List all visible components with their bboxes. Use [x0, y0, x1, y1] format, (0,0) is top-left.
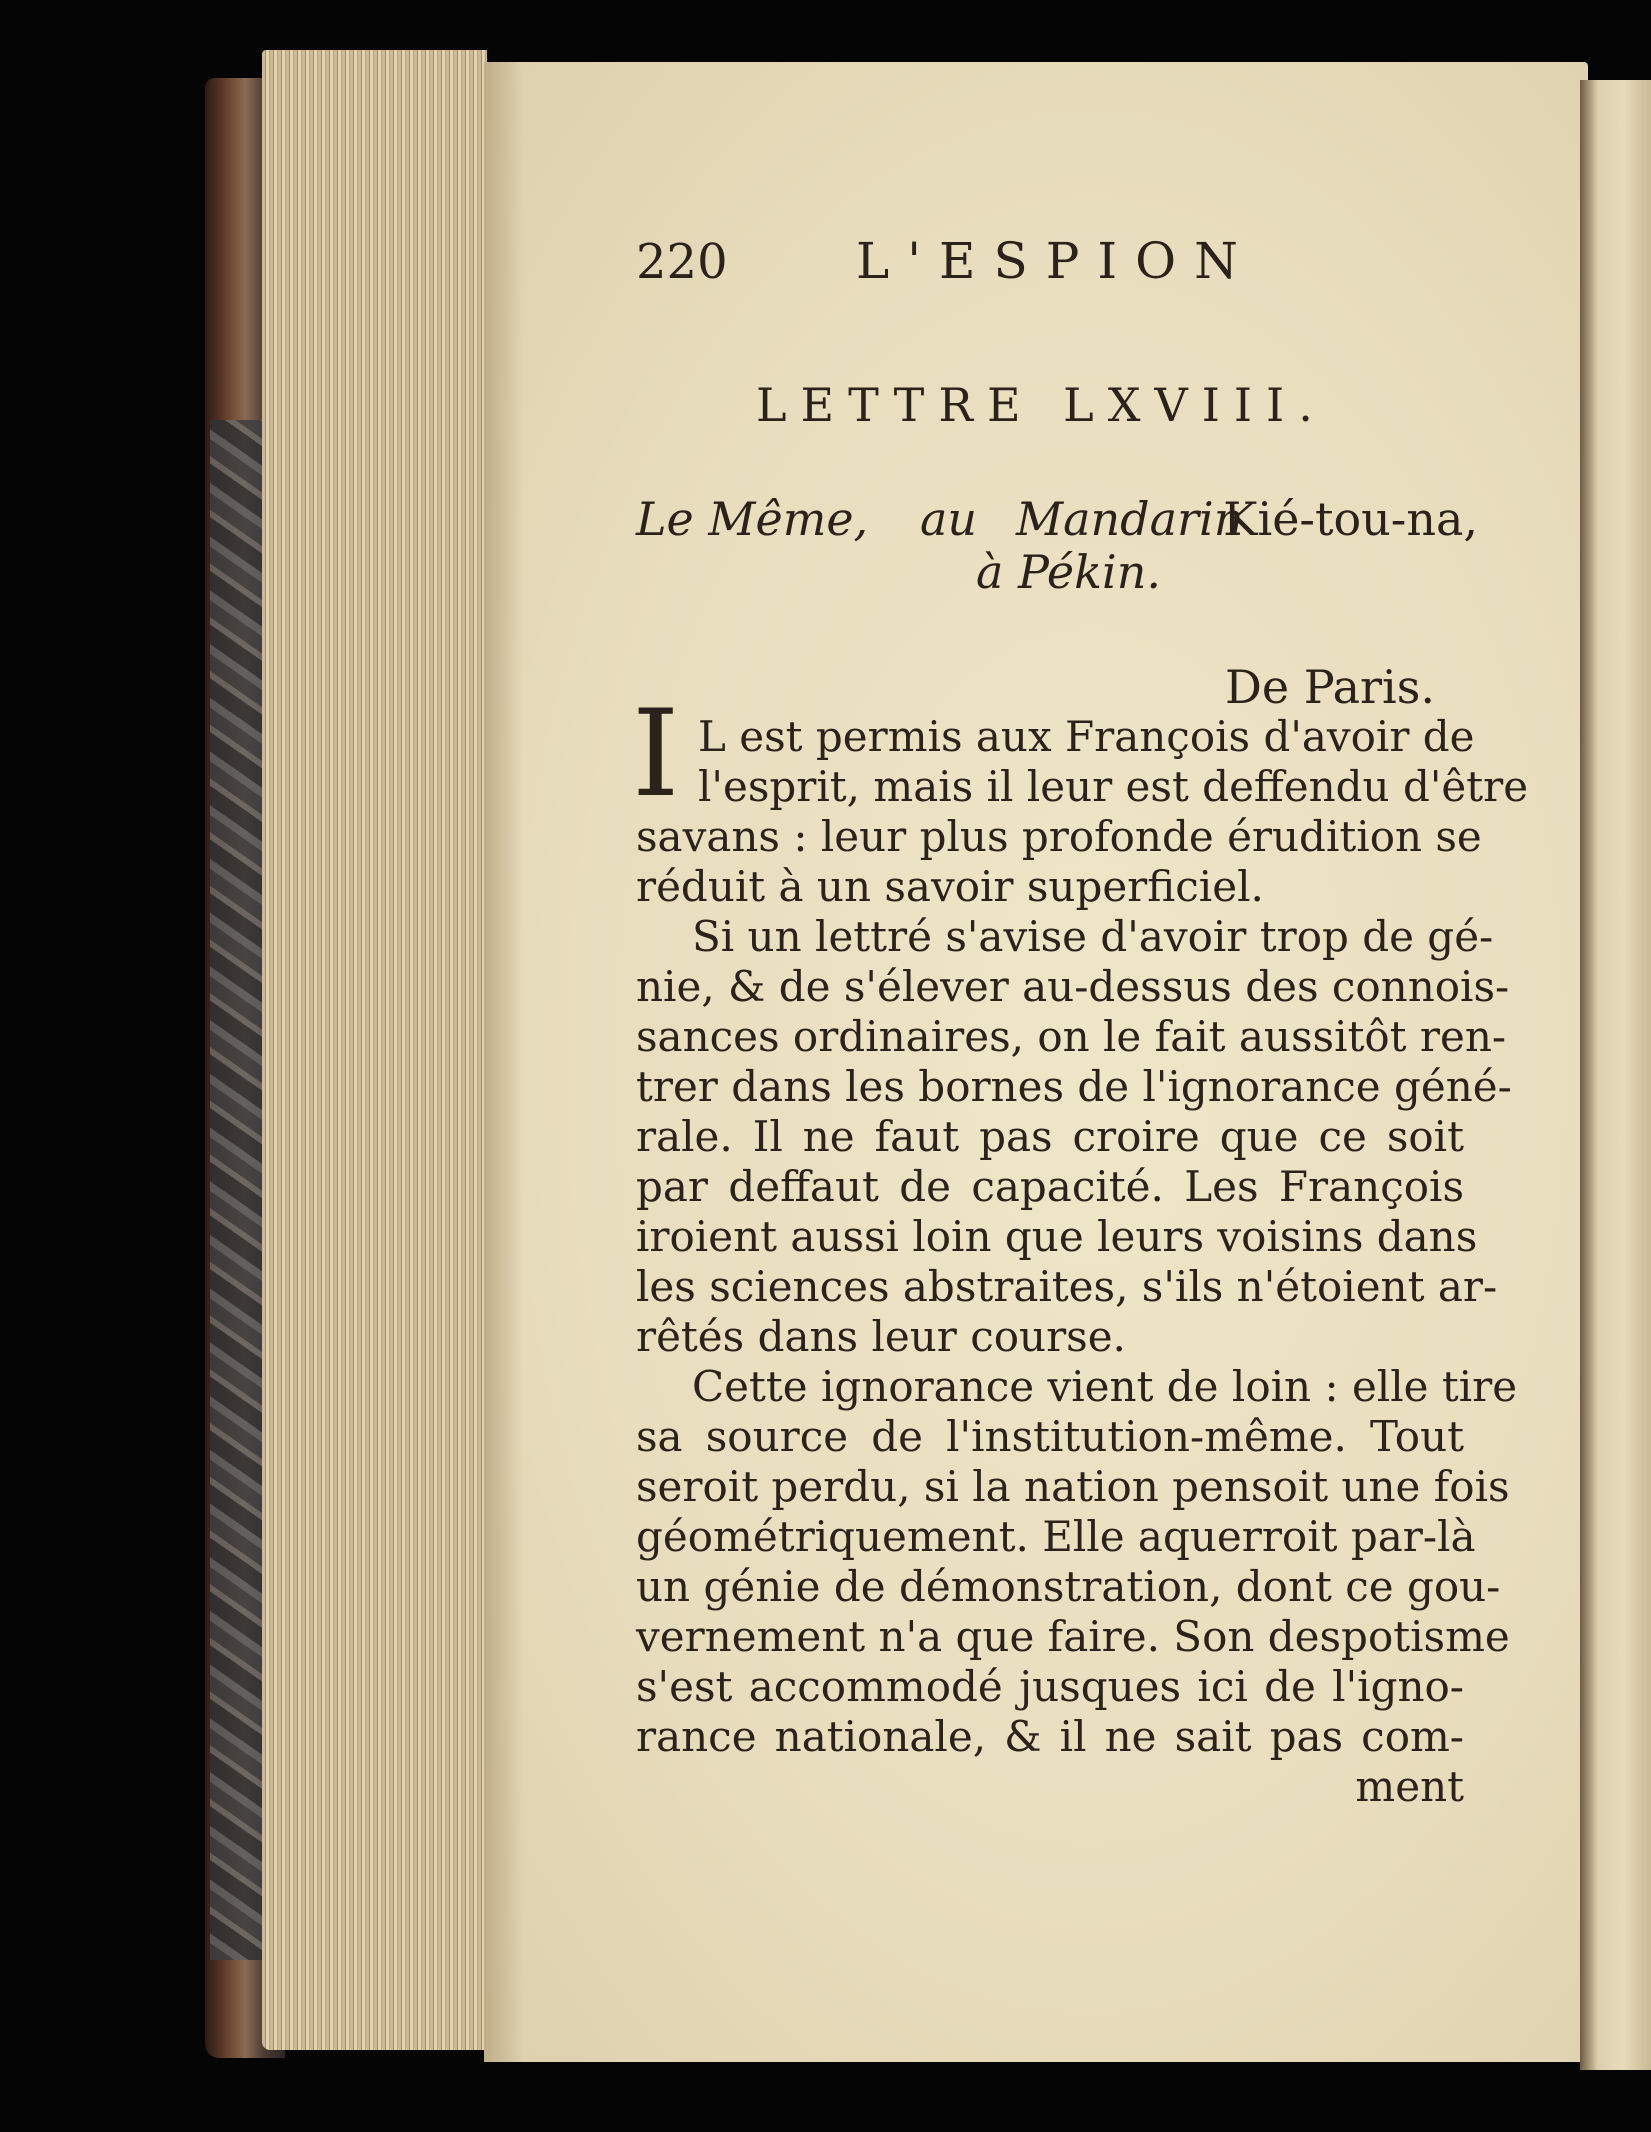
- text-line: Cette ignorance vient de loin : elle tire: [692, 1362, 1518, 1411]
- text-line: réduit à un savoir superficiel.: [636, 862, 1264, 911]
- text-line: s'est accommodé jusques ici de l'igno-: [636, 1662, 1464, 1711]
- text-line: seroit perdu, si la nation pensoit une fois: [636, 1462, 1510, 1511]
- text-line: l'esprit, mais il leur est deffendu d'être: [698, 762, 1529, 811]
- text-line: rêtés dans leur course.: [636, 1312, 1126, 1361]
- drop-cap: I: [632, 685, 680, 824]
- text-line: rance nationale, & il ne sait pas com-: [636, 1712, 1464, 1761]
- letter-place: De Paris.: [1225, 660, 1435, 714]
- body-text: [636, 712, 1529, 1812]
- text-line: par deffaut de capacité. Les François: [636, 1162, 1464, 1211]
- address-city: à Pékin.: [976, 545, 1161, 599]
- catchword: ment: [1355, 1762, 1464, 1811]
- page-gutter: [484, 62, 524, 2062]
- letter-title: LETTRE LXVIII.: [756, 378, 1327, 432]
- facing-page: [1580, 80, 1651, 2070]
- page-number: 220: [636, 234, 728, 290]
- text-line: sa source de l'institution-même. Tout: [636, 1412, 1464, 1461]
- page-edges: [262, 50, 487, 2050]
- text-line: nie, & de s'élever au-dessus des connois-: [636, 962, 1510, 1011]
- header-title: L'ESPION: [856, 232, 1256, 290]
- text-line: vernement n'a que faire. Son despotisme: [636, 1612, 1510, 1661]
- text-line: L est permis aux François d'avoir de: [698, 712, 1475, 761]
- address-recipient: Le Même,: [636, 492, 869, 546]
- text-line: Si un lettré s'avise d'avoir trop de gé-: [692, 912, 1494, 961]
- text-line: rale. Il ne faut pas croire que ce soit: [636, 1112, 1464, 1161]
- text-line: sances ordinaires, on le fait aussitôt ren-: [636, 1012, 1507, 1061]
- text-line: savans : leur plus profonde érudition se: [636, 812, 1482, 861]
- text-line: les sciences abstraites, s'ils n'étoient ar-: [636, 1262, 1498, 1311]
- address-preposition: au: [920, 492, 978, 546]
- text-line: trer dans les bornes de l'ignorance géné-: [636, 1062, 1512, 1111]
- text-line: un génie de démonstration, dont ce gou-: [636, 1562, 1501, 1611]
- running-head: [636, 232, 1256, 290]
- address-mandarin: Mandarin: [1016, 492, 1244, 546]
- address-name: Kié-tou-na,: [1223, 492, 1478, 546]
- text-line: géométriquement. Elle aquerroit par-là: [636, 1512, 1476, 1561]
- text-line: iroient aussi loin que leurs voisins dans: [636, 1212, 1478, 1261]
